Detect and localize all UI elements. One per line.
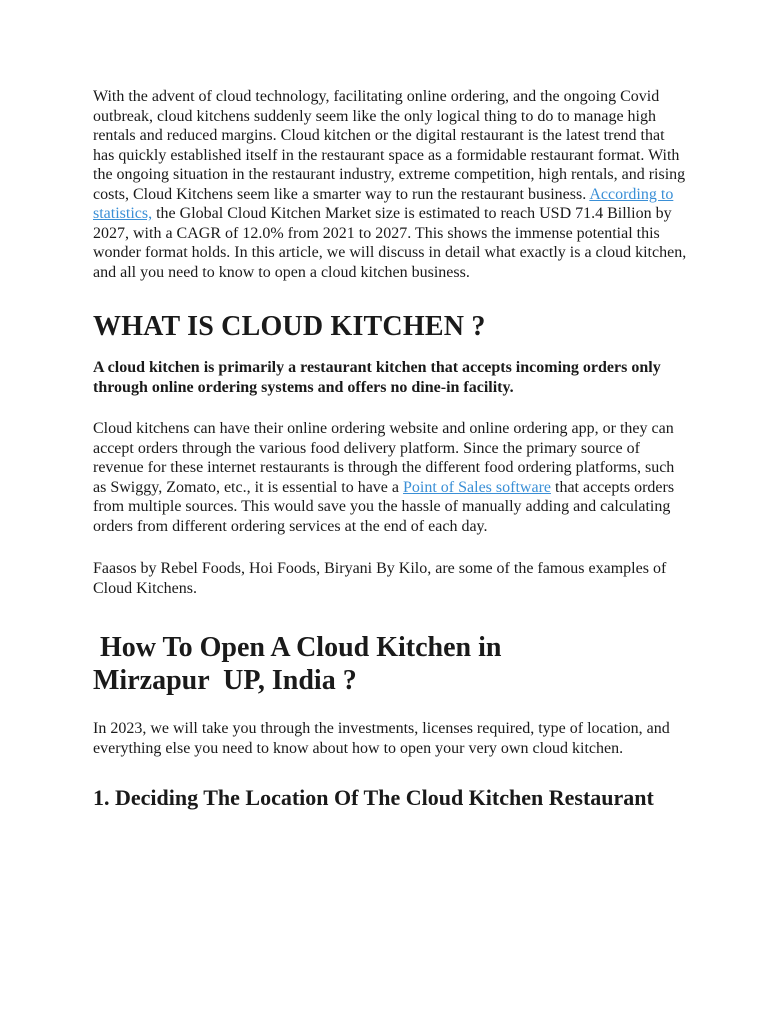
how-to-open-heading-line1: How To Open A Cloud Kitchen in bbox=[93, 632, 502, 663]
pos-software-link[interactable]: Point of Sales software bbox=[403, 478, 551, 496]
examples-paragraph: Faasos by Rebel Foods, Hoi Foods, Biryani By Kilo, are some of the famous examples of Cloud Kitchens. bbox=[93, 560, 667, 597]
statistics-link[interactable]: According to statistics, bbox=[93, 185, 674, 222]
ordering-text-end: that accepts orders from multiple sources. This would save you the hassle of manually adding and calculating orders from different ordering services at the end of each day. bbox=[93, 478, 675, 535]
what-is-cloud-kitchen-heading: WHAT IS CLOUD KITCHEN ? bbox=[93, 311, 486, 342]
step1-heading: 1. Deciding The Location Of The Cloud Kitchen Restaurant bbox=[93, 785, 654, 810]
intro-text-end: the Global Cloud Kitchen Market size is estimated to reach USD 71.4 Billion by 2027, with a CAGR of 12.0% from 2021 to 2027. This shows the immense potential this wonder format holds. In this article, we will discuss in detail what exactly is a cloud kitchen, and all you need to know to open a cloud kitchen business. bbox=[93, 205, 687, 281]
ordering-paragraph bbox=[93, 419, 688, 536]
how-to-open-heading bbox=[93, 631, 688, 697]
intro-text-start: With the advent of cloud technology, facilitating online ordering, and the ongoing Covid outbreak, cloud kitchens suddenly seem like the only logical thing to do to manage high rentals and reduced margins. Cloud kitchen or the digital restaurant is the latest trend that has quickly established itself in the restaurant space as a formidable restaurant format. With the ongoing situation in the restaurant industry, extreme competition, high rentals, and rising costs, Cloud Kitchens seem like a smarter way to run the restaurant business. bbox=[93, 88, 686, 203]
intro-paragraph bbox=[93, 87, 688, 282]
definition-lead: A cloud kitchen is primarily a restaurant kitchen that accepts incoming orders only through online ordering systems and offers no dine-in facility. bbox=[93, 359, 661, 396]
how-to-open-heading-line2: Mirzapur UP, India ? bbox=[93, 665, 357, 696]
ordering-text-start: Cloud kitchens can have their online ordering website and online ordering app, or they can accept orders through the various food delivery platform. Since the primary source of revenue for these internet restaurants is through the different food ordering platforms, such as Swiggy, Zomato, etc., it is essential to have a bbox=[93, 420, 675, 496]
how-to-open-intro: In 2023, we will take you through the investments, licenses required, type of location, and everything else you need to know about how to open your very own cloud kitchen. bbox=[93, 720, 670, 757]
